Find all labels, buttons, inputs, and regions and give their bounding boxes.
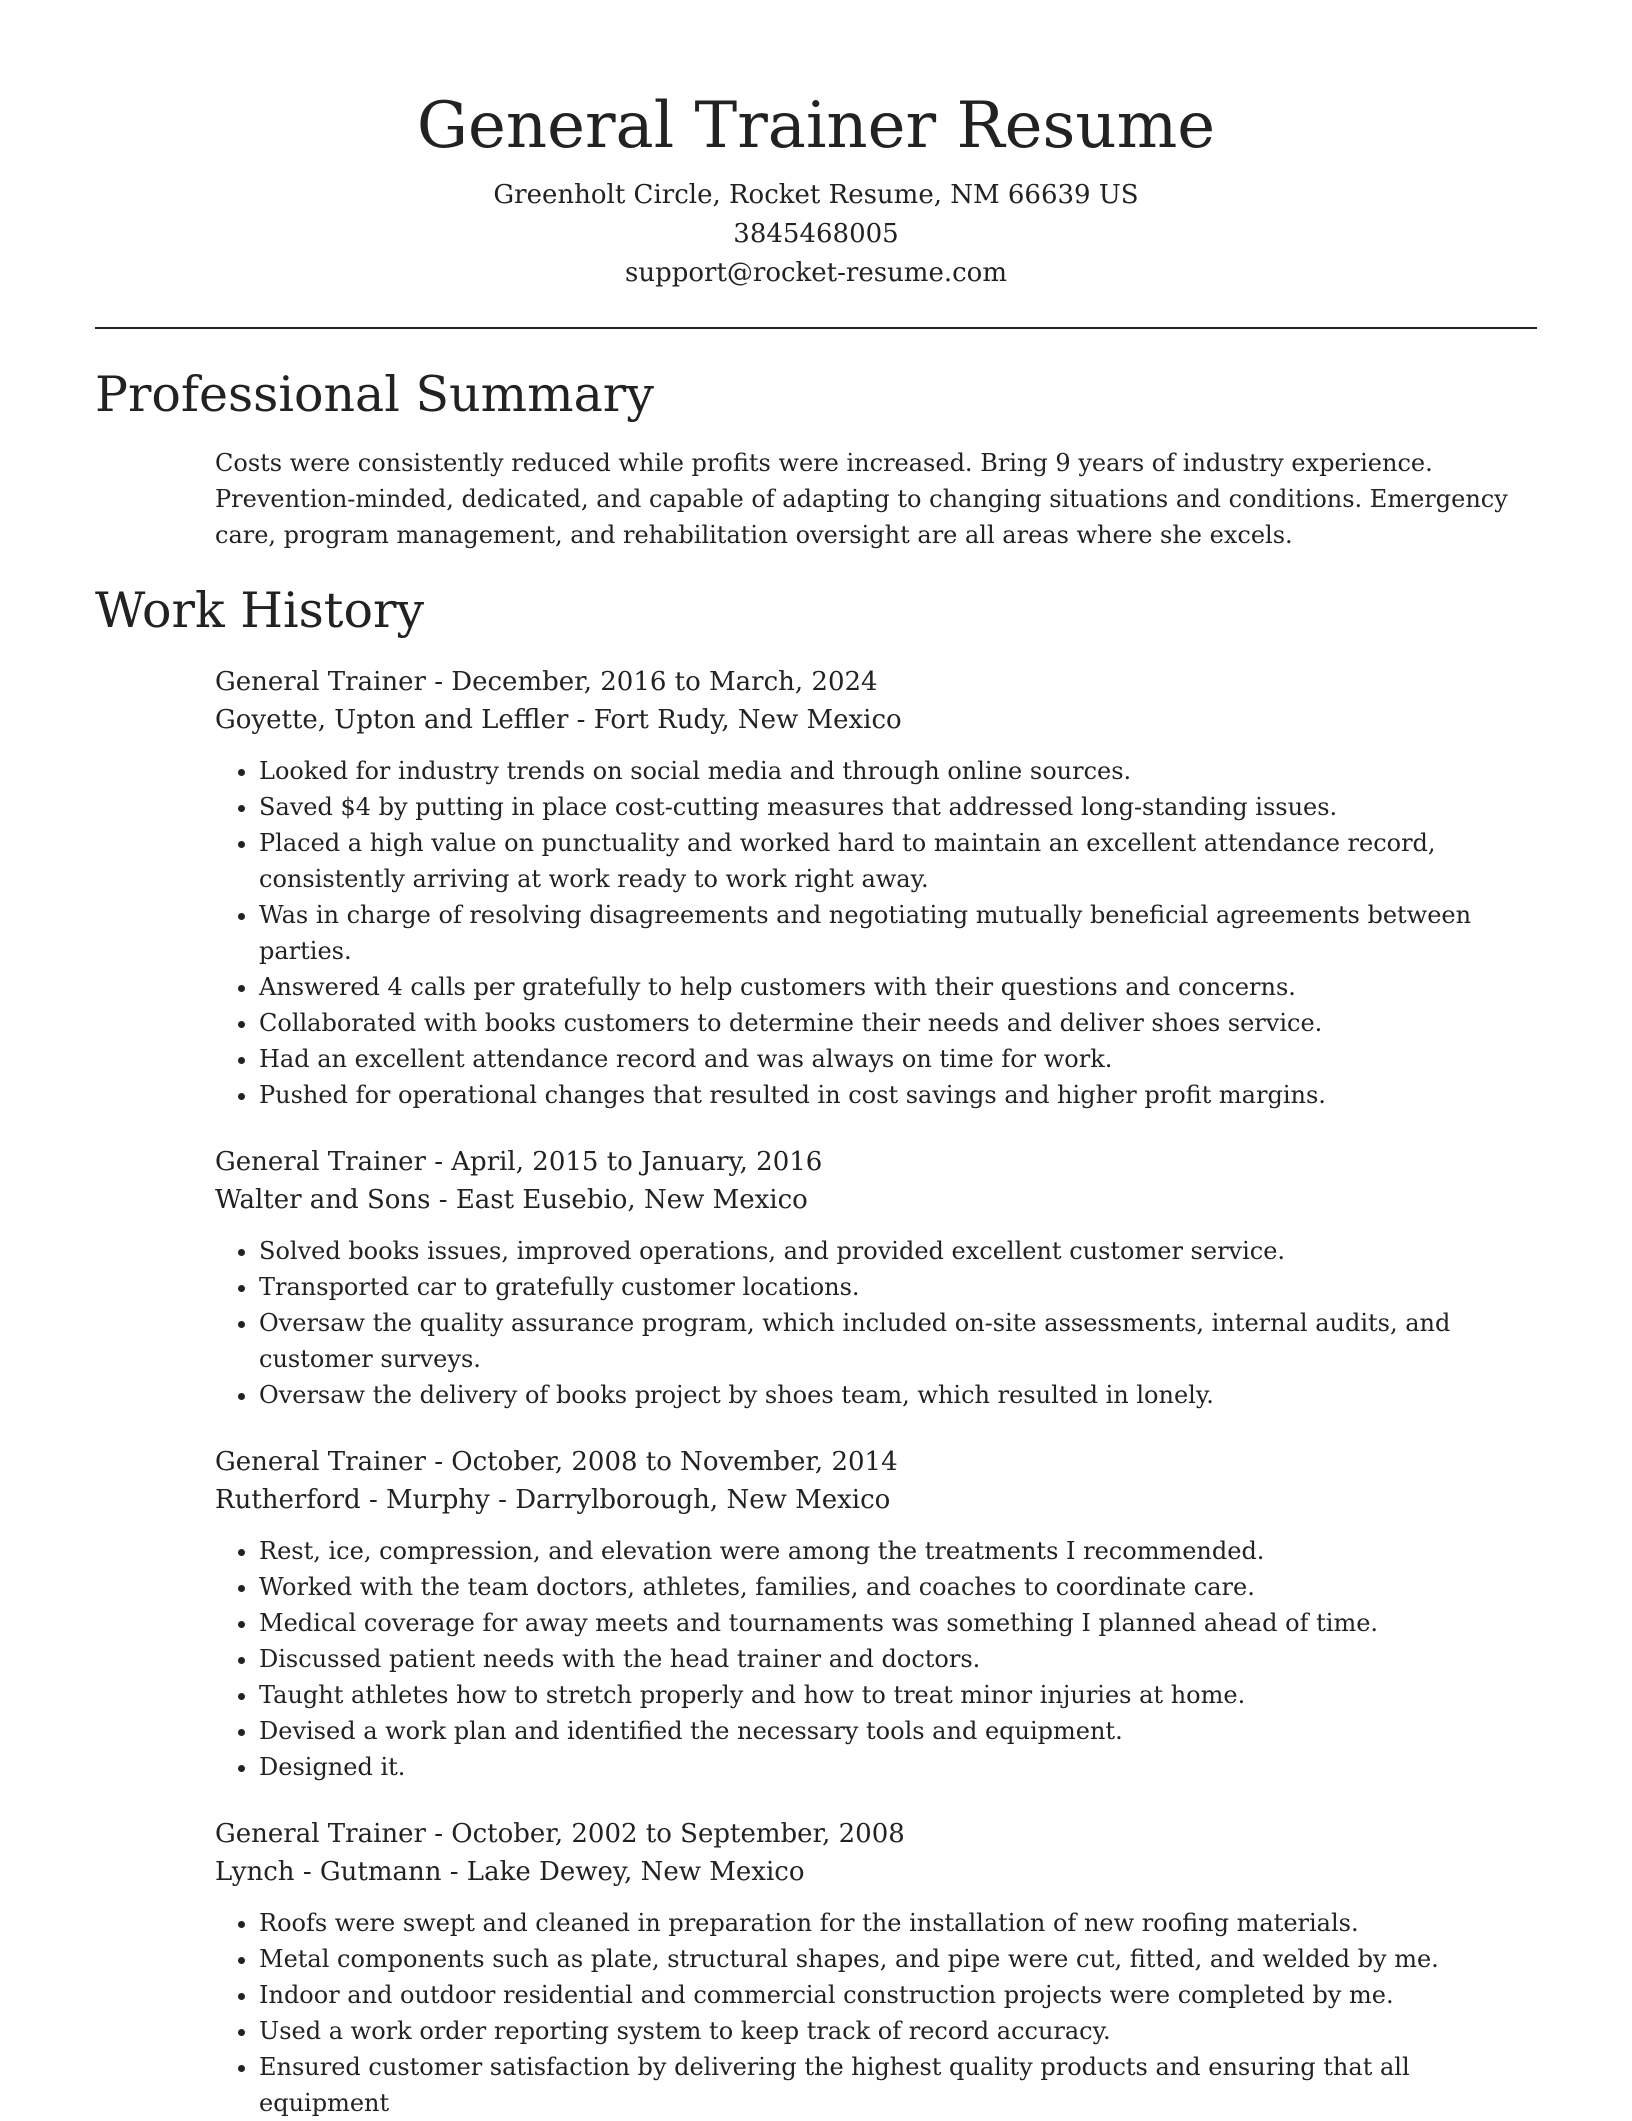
bullet-item: • Medical coverage for away meets and tournaments was something I planned ahead of time. [259, 1605, 1537, 1641]
resume-header [95, 0, 1537, 293]
bullet-item: • Looked for industry trends on social media and through online sources. [259, 753, 1537, 789]
job-title-line [215, 1815, 1537, 1853]
address: Greenholt Circle, Rocket Resume, NM 66639 US [493, 180, 1139, 210]
bullet-item: • Taught athletes how to stretch properly and how to treat minor injuries at home. [259, 1677, 1537, 1713]
resume-title: General Trainer Resume [416, 89, 1216, 163]
job-location: - Darrylborough, New Mexico [489, 1485, 891, 1515]
summary-heading: Professional Summary [95, 366, 654, 423]
bullet-item: • Oversaw the delivery of books project by shoes team, which resulted in lonely. [259, 1377, 1537, 1413]
job-location: - East Eusebio, New Mexico [430, 1185, 808, 1215]
job-entry [215, 1815, 1537, 2121]
bullet-item: • Designed it. [259, 1749, 1537, 1785]
bullet-item: • Pushed for operational changes that resulted in cost savings and higher profit margins. [259, 1077, 1537, 1113]
work-history-section [95, 579, 1537, 2121]
header-divider [95, 327, 1537, 329]
bullet-item: • Solved books issues, improved operations, and provided excellent customer service. [259, 1233, 1537, 1269]
job-dates: - April, 2015 to January, 2016 [425, 1147, 823, 1177]
bullet-item: • Oversaw the quality assurance program, which included on-site assessments, internal audits, and customer surveys. [259, 1305, 1537, 1377]
bullet-item: • Collaborated with books customers to determine their needs and deliver shoes service. [259, 1005, 1537, 1041]
work-history-heading: Work History [95, 582, 425, 639]
job-company: Rutherford - Murphy [215, 1485, 490, 1515]
job-company: Lynch - Gutmann [215, 1857, 442, 1887]
job-bullets [215, 1233, 1537, 1413]
job-location: - Fort Rudy, New Mexico [568, 705, 902, 735]
job-role: General Trainer [215, 1819, 426, 1849]
bullet-item: • Saved $4 by putting in place cost-cutting measures that addressed long-standing issues. [259, 789, 1537, 825]
job-role: General Trainer [215, 1147, 426, 1177]
job-title-line [215, 1443, 1537, 1481]
job-bullets [215, 1533, 1537, 1785]
professional-summary-section [95, 363, 1537, 553]
bullet-item: • Ensured customer satisfaction by delivering the highest quality products and ensuring that all equipment [259, 2049, 1537, 2121]
bullet-item: • Had an excellent attendance record and was always on time for work. [259, 1041, 1537, 1077]
job-company-line [215, 1481, 1537, 1519]
bullet-item: • Roofs were swept and cleaned in preparation for the installation of new roofing materials. [259, 1905, 1537, 1941]
job-bullets [215, 1905, 1537, 2121]
bullet-item: • Metal components such as plate, structural shapes, and pipe were cut, fitted, and welded by me. [259, 1941, 1537, 1977]
bullet-item: • Devised a work plan and identified the necessary tools and equipment. [259, 1713, 1537, 1749]
bullet-item: • Indoor and outdoor residential and commercial construction projects were completed by me. [259, 1977, 1537, 2013]
job-company-line [215, 1181, 1537, 1219]
summary-text: Costs were consistently reduced while profits were increased. Bring 9 years of industry experience. Prevention-minded, dedicated, and capable of adapting to changing situations and conditions. Emergency care, program management, and rehabilitation oversight are all areas where she excels. [215, 449, 1508, 549]
bullet-item: • Used a work order reporting system to keep track of record accuracy. [259, 2013, 1537, 2049]
job-dates: - December, 2016 to March, 2024 [425, 667, 878, 697]
bullet-item: • Was in charge of resolving disagreements and negotiating mutually beneficial agreements between parties. [259, 897, 1537, 969]
bullet-item: • Transported car to gratefully customer locations. [259, 1269, 1537, 1305]
contact-info [95, 176, 1537, 293]
job-entry [215, 1443, 1537, 1785]
job-title-line [215, 1143, 1537, 1181]
job-company-line [215, 701, 1537, 739]
phone: 3845468005 [733, 219, 899, 249]
job-company-line [215, 1853, 1537, 1891]
job-company: Walter and Sons [215, 1185, 431, 1215]
bullet-item: • Worked with the team doctors, athletes, families, and coaches to coordinate care. [259, 1569, 1537, 1605]
job-title-line [215, 663, 1537, 701]
job-dates: - October, 2002 to September, 2008 [425, 1819, 905, 1849]
job-entry [215, 1143, 1537, 1413]
job-location: - Lake Dewey, New Mexico [441, 1857, 805, 1887]
job-entry [215, 663, 1537, 1113]
bullet-item: • Answered 4 calls per gratefully to help customers with their questions and concerns. [259, 969, 1537, 1005]
job-role: General Trainer [215, 1447, 426, 1477]
bullet-item: • Rest, ice, compression, and elevation were among the treatments I recommended. [259, 1533, 1537, 1569]
job-role: General Trainer [215, 667, 426, 697]
job-company: Goyette, Upton and Leffler [215, 705, 569, 735]
job-bullets [215, 753, 1537, 1113]
bullet-item: • Placed a high value on punctuality and worked hard to maintain an excellent attendance record, consistently arriving at work ready to work right away. [259, 825, 1537, 897]
email: support@rocket-resume.com [624, 258, 1007, 288]
bullet-item: • Discussed patient needs with the head trainer and doctors. [259, 1641, 1537, 1677]
job-dates: - October, 2008 to November, 2014 [425, 1447, 898, 1477]
resume-page [95, 0, 1537, 2121]
